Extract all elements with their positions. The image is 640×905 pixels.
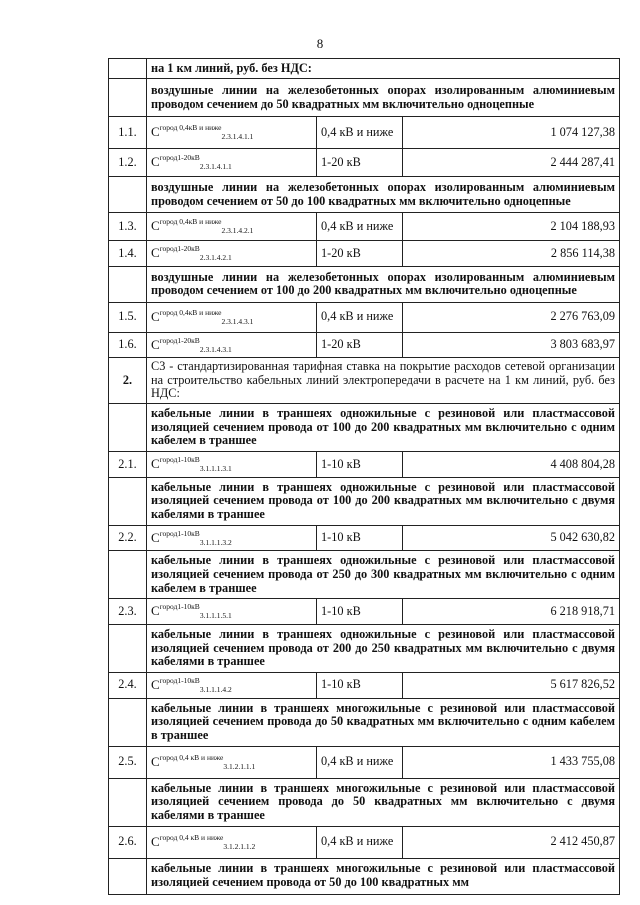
voltage-class: 1-10 кВ	[317, 599, 403, 625]
row-number: 1.4.	[109, 241, 147, 267]
rate-letter: С	[151, 154, 160, 170]
rate-code	[147, 213, 317, 241]
section-heading: кабельные линии в траншеях многожильные с резиновой или пластмассовой изоляцией сечением провода до 50 квадратных мм включительно с одним кабелем в траншее	[147, 698, 620, 746]
row-number: 2.1.	[109, 452, 147, 478]
section-heading: кабельные линии в траншеях одножильные с резиновой или пластмассовой изоляцией сечением провода от 100 до 200 квадратных мм включительно с одним кабелем в траншее	[147, 404, 620, 452]
rate-letter: С	[151, 218, 160, 234]
section-heading: кабельные линии в траншеях многожильные с резиновой или пластмассовой изоляцией сечением провода от 50 до 100 квадратных мм	[147, 858, 620, 894]
table-row	[109, 672, 620, 698]
section-row	[109, 698, 620, 746]
row-number	[109, 698, 147, 746]
rate-value: 2 276 763,09	[403, 302, 620, 332]
section-row	[109, 624, 620, 672]
section-heading: воздушные линии на железобетонных опорах изолированным алюминиевым проводом сечением от 50 до 100 квадратных мм включительно одноцепные	[147, 177, 620, 213]
rate-letter: С	[151, 529, 160, 545]
section-row	[109, 266, 620, 302]
row-number	[109, 404, 147, 452]
rate-code	[147, 452, 317, 478]
rate-code	[147, 746, 317, 778]
table-row	[109, 149, 620, 177]
voltage-class: 0,4 кВ и ниже	[317, 213, 403, 241]
rate-code	[147, 302, 317, 332]
table-row	[109, 302, 620, 332]
rate-subscript: 3.1.1.1.3.1	[199, 464, 232, 474]
rate-code	[147, 599, 317, 625]
row-number: 1.1.	[109, 117, 147, 149]
table-row	[109, 746, 620, 778]
rate-subscript: 2.3.1.4.3.1	[199, 344, 232, 354]
voltage-class: 1-20 кВ	[317, 332, 403, 358]
row-number: 2.2.	[109, 525, 147, 551]
rate-letter: С	[151, 456, 160, 472]
rate-value: 2 856 114,38	[403, 241, 620, 267]
rate-letter: С	[151, 124, 160, 140]
page-number: 8	[316, 36, 324, 51]
table-row	[109, 241, 620, 267]
tariff-table-body	[109, 59, 620, 895]
section-row	[109, 858, 620, 894]
rate-code	[147, 672, 317, 698]
rate-subscript: 3.1.1.1.3.2	[199, 537, 232, 547]
rate-superscript: город1-20кВ	[159, 244, 200, 253]
row-number: 1.3.	[109, 213, 147, 241]
voltage-class: 0,4 кВ и ниже	[317, 746, 403, 778]
voltage-class: 1-20 кВ	[317, 149, 403, 177]
rate-superscript: город 0,4кВ и ниже	[159, 217, 222, 227]
table-row	[109, 332, 620, 358]
rate-superscript: город1-10кВ	[159, 675, 200, 685]
tariff-table	[108, 58, 620, 895]
row-number: 1.6.	[109, 332, 147, 358]
section-row	[109, 778, 620, 826]
voltage-class: 1-10 кВ	[317, 672, 403, 698]
rate-value: 2 444 287,41	[403, 149, 620, 177]
row-number: 2.	[109, 358, 147, 404]
rate-letter: С	[151, 603, 160, 619]
rate-subscript: 3.1.1.1.4.2	[199, 684, 232, 694]
table-row	[109, 452, 620, 478]
rate-superscript: город 0,4кВ и ниже	[159, 123, 222, 133]
row-number	[109, 477, 147, 525]
voltage-class: 1-10 кВ	[317, 525, 403, 551]
table-row	[109, 826, 620, 858]
section-heading: кабельные линии в траншеях одножильные с резиновой или пластмассовой изоляцией сечением провода от 100 до 200 квадратных мм включительно с двумя кабелями в траншее	[147, 477, 620, 525]
row-number	[109, 778, 147, 826]
rate-subscript: 2.3.1.4.2.1	[221, 226, 254, 236]
rate-code	[147, 826, 317, 858]
row-number: 2.5.	[109, 746, 147, 778]
rate-letter: С	[151, 676, 160, 692]
section-heading: кабельные линии в траншеях одножильные с резиновой или пластмассовой изоляцией сечением провода от 200 до 250 квадратных мм включительно с двумя кабелями в траншее	[147, 624, 620, 672]
section-row	[109, 358, 620, 404]
section-heading: кабельные линии в траншеях многожильные с резиновой или пластмассовой изоляцией сечением провода до 50 квадратных мм включительно с двумя кабелями в траншее	[147, 778, 620, 826]
rate-superscript: город 0,4 кВ и ниже	[159, 752, 224, 762]
row-number: 1.2.	[109, 149, 147, 177]
rate-superscript: город 0,4 кВ и ниже	[159, 832, 224, 842]
rate-letter: С	[151, 753, 160, 769]
row-number	[109, 177, 147, 213]
section-row	[109, 177, 620, 213]
table-row	[109, 525, 620, 551]
rate-value: 6 218 918,71	[403, 599, 620, 625]
row-number: 1.5.	[109, 302, 147, 332]
rate-subscript: 3.1.1.1.5.1	[199, 611, 232, 621]
rate-subscript: 2.3.1.4.2.1	[199, 253, 232, 262]
row-number	[109, 59, 147, 79]
voltage-class: 1-20 кВ	[317, 241, 403, 267]
rate-code	[147, 149, 317, 177]
section-row	[109, 404, 620, 452]
rate-code	[147, 241, 317, 267]
rate-code	[147, 525, 317, 551]
rate-letter: С	[151, 308, 160, 324]
rate-value: 4 408 804,28	[403, 452, 620, 478]
rate-superscript: город1-10кВ	[159, 602, 200, 612]
rate-value: 5 042 630,82	[403, 525, 620, 551]
section-heading: воздушные линии на железобетонных опорах изолированным алюминиевым проводом сечением от 100 до 200 квадратных мм включительно одноцепные	[147, 266, 620, 302]
rate-value: 3 803 683,97	[403, 332, 620, 358]
voltage-class: 1-10 кВ	[317, 452, 403, 478]
section-row	[109, 477, 620, 525]
rate-value: 1 074 127,38	[403, 117, 620, 149]
rate-superscript: город 0,4кВ и ниже	[159, 307, 222, 317]
section-heading: на 1 км линий, руб. без НДС:	[147, 59, 620, 79]
voltage-class: 0,4 кВ и ниже	[317, 302, 403, 332]
row-number	[109, 551, 147, 599]
rate-letter: С	[151, 336, 160, 352]
table-row	[109, 117, 620, 149]
rate-code	[147, 332, 317, 358]
rate-superscript: город1-20кВ	[159, 153, 200, 163]
rate-value: 1 433 755,08	[403, 746, 620, 778]
section-heading: С3 - стандартизированная тарифная ставка на покрытие расходов сетевой организации на строительство кабельных линий электропередачи в расчете на 1 км линий, руб. без НДС:	[147, 358, 620, 404]
voltage-class: 0,4 кВ и ниже	[317, 117, 403, 149]
row-number: 2.4.	[109, 672, 147, 698]
row-number: 2.6.	[109, 826, 147, 858]
rate-value: 2 412 450,87	[403, 826, 620, 858]
row-number	[109, 266, 147, 302]
rate-subscript: 2.3.1.4.1.1	[221, 132, 254, 142]
rate-superscript: город1-10кВ	[159, 455, 200, 465]
rate-superscript: город1-10кВ	[159, 528, 200, 538]
section-heading: воздушные линии на железобетонных опорах изолированным алюминиевым проводом сечением до 50 квадратных мм включительно одноцепные	[147, 79, 620, 117]
rate-subscript: 2.3.1.4.3.1	[221, 316, 254, 326]
row-number	[109, 858, 147, 894]
rate-subscript: 3.1.2.1.1.1	[223, 761, 256, 771]
rate-letter: С	[151, 833, 160, 849]
row-number	[109, 79, 147, 117]
rate-value: 5 617 826,52	[403, 672, 620, 698]
table-row	[109, 599, 620, 625]
rate-letter: С	[151, 245, 160, 260]
rate-value: 2 104 188,93	[403, 213, 620, 241]
section-row	[109, 79, 620, 117]
section-row	[109, 551, 620, 599]
voltage-class: 0,4 кВ и ниже	[317, 826, 403, 858]
rate-superscript: город1-20кВ	[159, 335, 200, 345]
table-row	[109, 213, 620, 241]
row-number	[109, 624, 147, 672]
section-row	[109, 59, 620, 79]
row-number: 2.3.	[109, 599, 147, 625]
rate-code	[147, 117, 317, 149]
rate-subscript: 3.1.2.1.1.2	[223, 841, 256, 851]
rate-subscript: 2.3.1.4.1.1	[199, 162, 232, 172]
section-heading: кабельные линии в траншеях одножильные с резиновой или пластмассовой изоляцией сечением провода от 250 до 300 квадратных мм включительно с одним кабелем в траншее	[147, 551, 620, 599]
